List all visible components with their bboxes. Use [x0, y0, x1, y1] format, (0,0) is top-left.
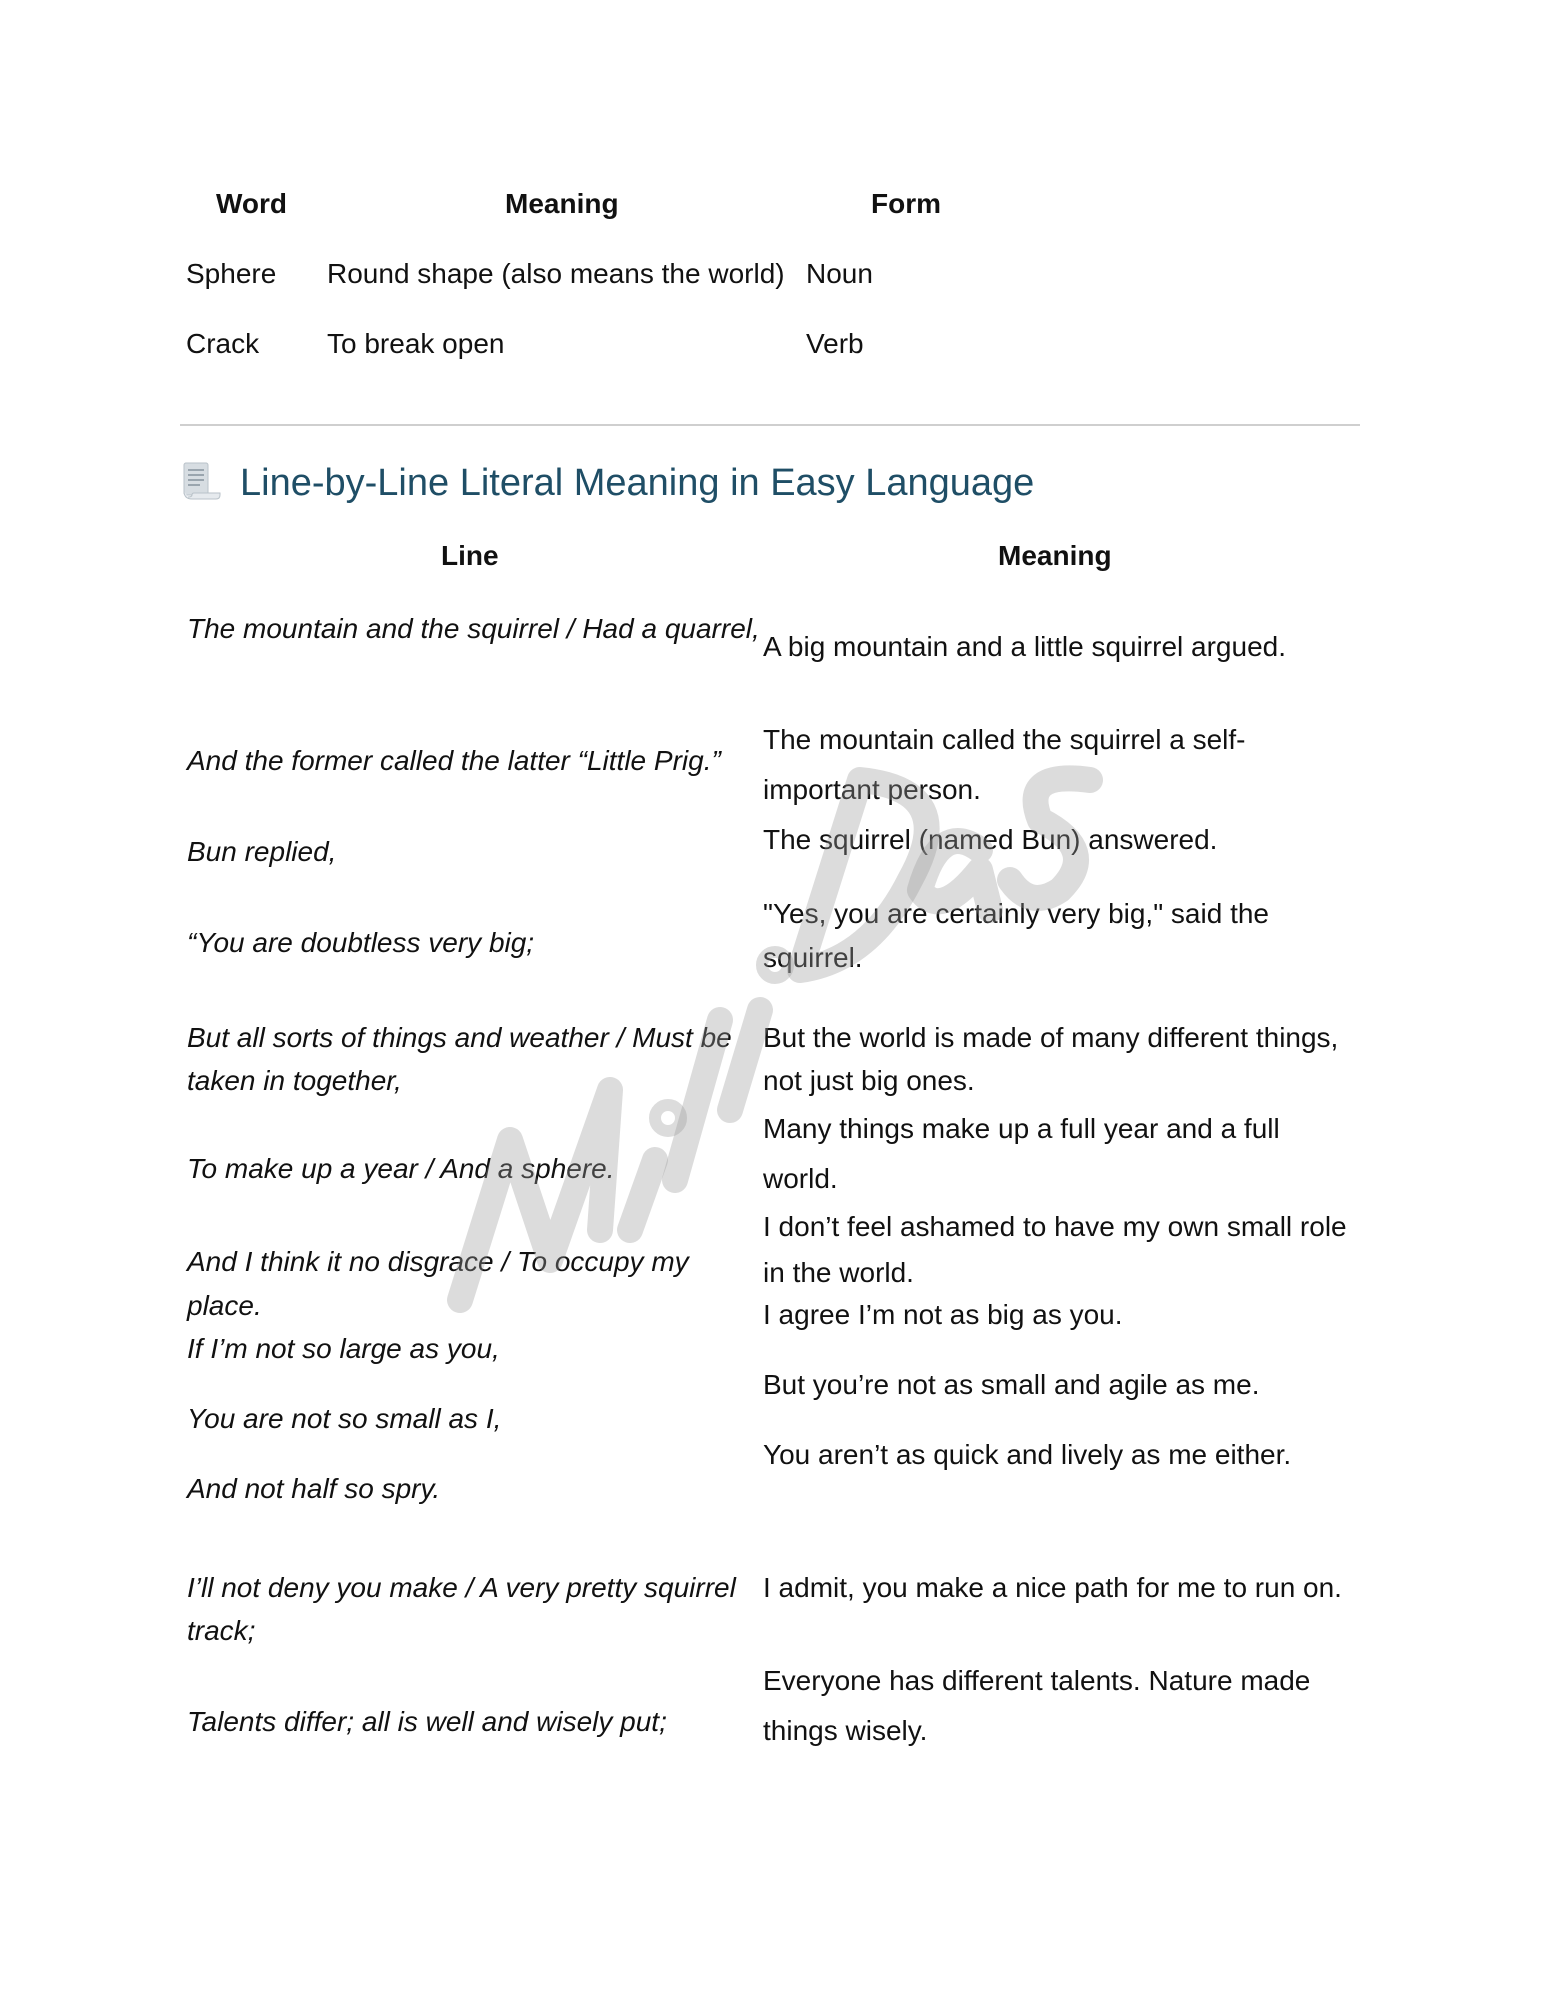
line-9: You are not so small as I,: [187, 1403, 502, 1434]
vocab-form-crack: Verb: [806, 328, 864, 359]
line-10: And not half so spry.: [187, 1473, 441, 1504]
meaning-5: But the world is made of many different things, not just big ones.: [763, 1022, 1339, 1096]
lines-header-line: Line: [441, 540, 499, 571]
line-12: Talents differ; all is well and wisely put;: [187, 1706, 667, 1737]
line-8: If I’m not so large as you,: [187, 1333, 500, 1364]
line-5: But all sorts of things and weather / Must be taken in together,: [187, 1022, 732, 1096]
horizontal-divider: [180, 424, 1360, 426]
vocab-word-sphere: Sphere: [186, 258, 277, 289]
meaning-7: I don’t feel ashamed to have my own small role in the world.: [763, 1211, 1347, 1288]
meaning-11: I admit, you make a nice path for me to run on.: [763, 1572, 1342, 1603]
meaning-1: A big mountain and a little squirrel argued.: [763, 631, 1286, 662]
vocab-header-meaning: Meaning: [505, 188, 619, 219]
line-2: And the former called the latter “Little Prig.”: [187, 745, 721, 776]
line-6: To make up a year / And a sphere.: [187, 1153, 615, 1184]
meaning-9: But you’re not as small and agile as me.: [763, 1369, 1260, 1400]
line-1: The mountain and the squirrel / Had a quarrel,: [187, 613, 760, 644]
meaning-6: Many things make up a full year and a full world.: [763, 1113, 1280, 1194]
vocab-meaning-crack: To break open: [327, 328, 505, 359]
section-title: Line-by-Line Literal Meaning in Easy Language: [240, 462, 1035, 504]
line-7: And I think it no disgrace / To occupy my place.: [187, 1246, 689, 1321]
line-4: “You are doubtless very big;: [187, 927, 535, 958]
vocab-word-crack: Crack: [186, 328, 260, 359]
vocab-form-sphere: Noun: [806, 258, 873, 289]
meaning-12: Everyone has different talents. Nature made things wisely.: [763, 1665, 1311, 1746]
scroll-icon: [182, 461, 222, 501]
meaning-4: "Yes, you are certainly very big," said the squirrel.: [763, 898, 1269, 973]
lines-header-meaning: Meaning: [998, 540, 1112, 571]
meaning-3: The squirrel (named Bun) answered.: [763, 824, 1218, 855]
line-3: Bun replied,: [187, 836, 337, 867]
vocab-header-form: Form: [871, 188, 941, 219]
line-11: I’ll not deny you make / A very pretty squirrel track;: [187, 1572, 736, 1646]
meaning-10: You aren’t as quick and lively as me either.: [763, 1439, 1292, 1470]
vocab-header-word: Word: [216, 188, 288, 219]
meaning-8: I agree I’m not as big as you.: [763, 1299, 1123, 1330]
vocab-meaning-sphere: Round shape (also means the world): [327, 258, 785, 289]
meaning-2: The mountain called the squirrel a self-important person.: [763, 724, 1246, 805]
